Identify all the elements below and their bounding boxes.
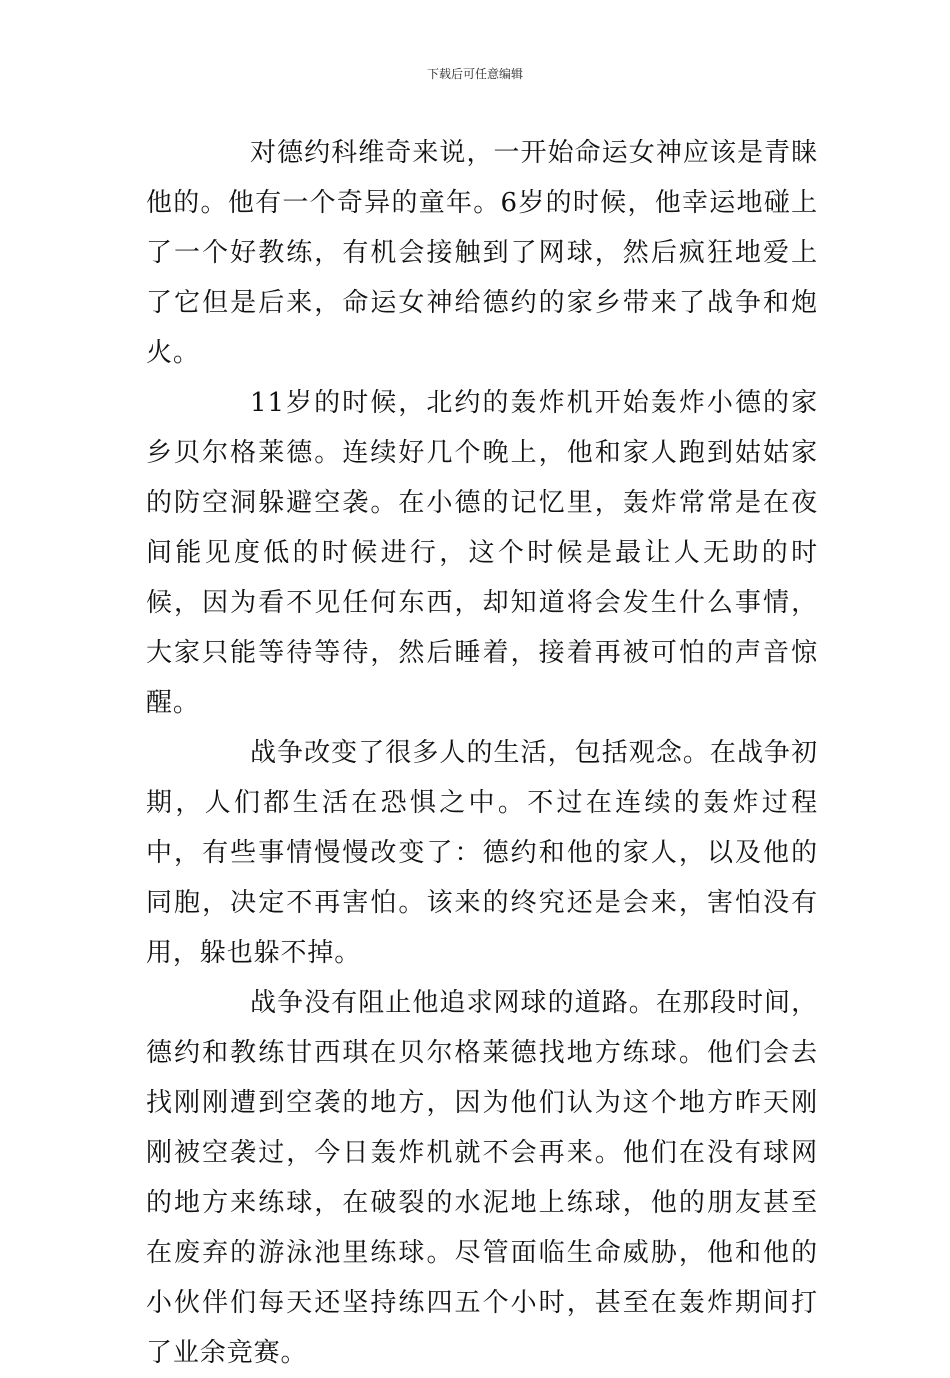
paragraph-4: 战争没有阻止他追求网球的道路。在那段时间，德约和教练甘西琪在贝尔格莱德找地方练球。他们会去找刚刚遭到空袭的地方，因为他们认为这个地方昨天刚刚被空袭过，今日轰炸机就不会再来。他们在没有球网的地方来练球，在破裂的水泥地上练球，他的朋友甚至在废弃的游泳池里练球。尽管面临生命威胁，他和他的小伙伴们每天还坚持练四五个小时，甚至在轰炸期间打了业余竞赛。	[146, 988, 818, 1368]
page-header: 下载后可任意编辑	[426, 67, 523, 81]
document-body	[146, 128, 818, 1378]
paragraph-2: 11岁的时候，北约的轰炸机开始轰炸小德的家乡贝尔格莱德。连续好几个晚上，他和家人跑到姑姑家的防空洞躲避空袭。在小德的记忆里，轰炸常常是在夜间能见度低的时候进行，这个时候是最让人无助的时候，因为看不见任何东西，却知道将会发生什么事情，大家只能等待等待，然后睡着，接着再被可怕的声音惊醒。	[146, 388, 818, 718]
paragraph-3: 战争改变了很多人的生活，包括观念。在战争初期，人们都生活在恐惧之中。不过在连续的轰炸过程中，有些事情慢慢改变了：德约和他的家人，以及他的同胞，决定不再害怕。该来的终究还是会来，害怕没有用，躲也躲不掉。	[146, 738, 818, 968]
paragraph-1: 对德约科维奇来说，一开始命运女神应该是青睐他的。他有一个奇异的童年。6岁的时候，他幸运地碰上了一个好教练，有机会接触到了网球，然后疯狂地爱上了它但是后来，命运女神给德约的家乡带来了战争和炮火。	[146, 138, 818, 368]
